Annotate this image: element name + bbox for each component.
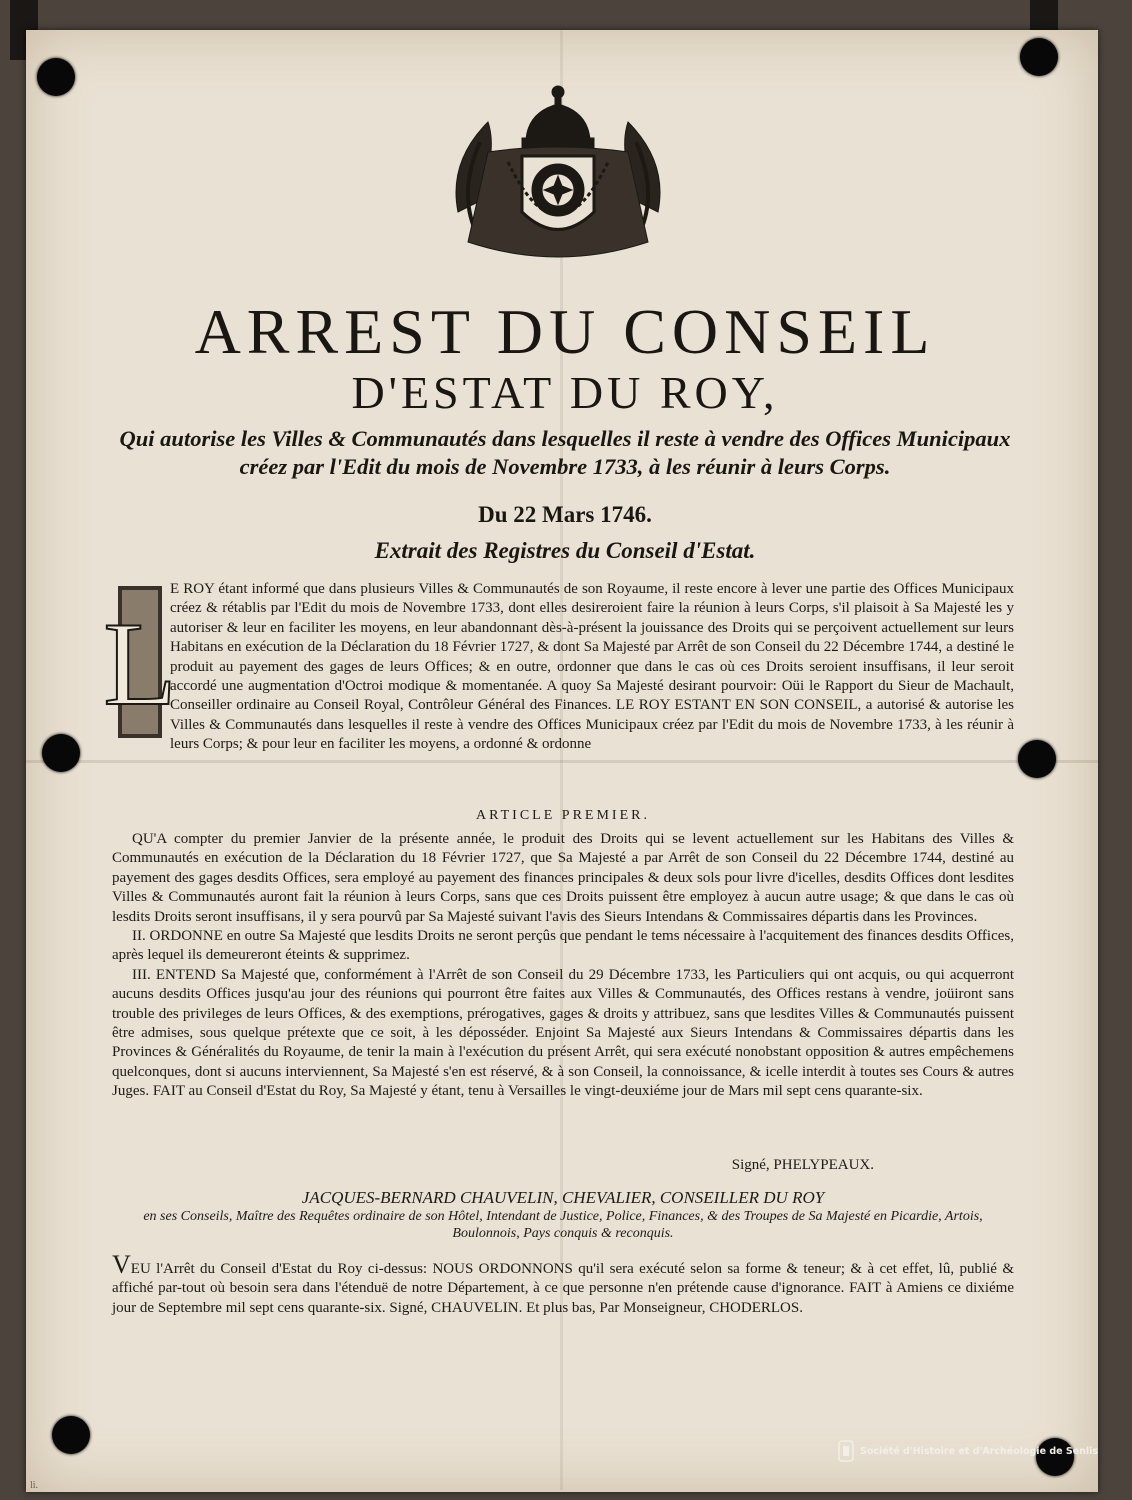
signature-phelypeaux: Signé, PHELYPEAUX.: [731, 1157, 874, 1173]
decree-title: ARREST DU CONSEIL: [194, 296, 936, 367]
pin-top-left: [37, 58, 75, 96]
extract-heading: Extrait des Registres du Conseil d'Estat.: [374, 538, 756, 563]
article-2: II. ORDONNE en outre Sa Majesté que lesdits Droits ne seront perçûs que pendant le tems nécessaire à l'acquitement des finances desdits Offices, après lequel ils demeureront éteints & supprimez.: [112, 928, 1014, 964]
dropcap-letter: L: [103, 597, 177, 730]
royal-coat-of-arms-icon: [418, 82, 698, 270]
final-ordinance: [112, 1250, 1014, 1318]
watermark-text: Société d'Histoire et d'Archéologie de Senlis: [860, 1446, 1099, 1457]
final-dropcap: V: [112, 1250, 131, 1279]
intendant-titles: en ses Conseils, Maître des Requêtes ordinaire de son Hôtel, Intendant de Justice, Police, Finances, & des Troupes de Sa Majesté en Picardie, Artois, Boulonnois, Pays conquis & reconquis.: [143, 1209, 983, 1241]
corner-mark: li.: [30, 1480, 39, 1491]
opening-paragraph-text: E ROY étant informé que dans plusieurs Villes & Communautés de son Royaume, il reste encore à lever une partie des Offices Municipaux créez & rétablis par l'Edit du mois de Novembre 1733, dont elles desireroient faire la réunion à leurs Corps, s'il plaisoit à Sa Majesté les y autoriser & leur en faciliter les moyens, en leur abandonnant dès-à-présent la jouissance des Droits qui se perçoivent actuellement sur leurs Habitans en exécution de la Déclaration du 18 Février 1727, & dont Sa Majesté par Arrêt de son Conseil du 22 Décembre 1744, a destiné le produit au payement des gages de leurs Offices; & en outre, ordonner que dans le cas où ces Droits seroient insuffisans, il leur seroit accordé une augmentation d'Octroi modique & momentanée. A quoy Sa Majesté desirant pourvoir: Oüi le Rapport du Sieur de Machault, Conseiller ordinaire au Conseil Royal, Contrôleur Général des Finances. LE ROY ESTANT EN SON CONSEIL, a autorisé & autorise les Villes & Communautés dans lesquelles il reste à vendre des Offices Municipaux créez par l'Edit du mois de Novembre 1733, à les réunir à leurs Corps; & pour leur en faciliter les moyens, a ordonné & ordonne: [170, 581, 1014, 753]
articles: [112, 830, 1014, 1102]
decree-date: Du 22 Mars 1746.: [478, 502, 652, 527]
dropcap-illustration-icon: [103, 586, 177, 738]
article-3: III. ENTEND Sa Majesté que, conformément à l'Arrêt de son Conseil du 29 Décembre 1733, les Particuliers qui ont acquis, ou qui acquerront aucuns desdits Offices jusqu'au jour des réunions qui pourront être faites aux Villes & Communautés, des Offices restans à vendre, joüiront sans trouble des privileges de leurs Offices, & des exemptions, prérogatives, gages & droits y attribuez, sans que lesdites Villes & Communautés puissent être admises, sous quelque prétexte que ce soit, à les déposséder. Enjoint Sa Majesté aux Sieurs Intendans & Commissaires départis dans les Provinces & Généralités du Royaume, de tenir la main à l'exécution du présent Arrêt, qui sera exécuté nonobstant opposition & autres empêchemens quelconques, dont si aucuns interviennent, Sa Majesté s'en est réservé, & à son Conseil, la connoissance, & icelle interdit à toutes ses Cours & autres Juges. FAIT au Conseil d'Estat du Roy, Sa Majesté y étant, tenu à Versailles le vingt-deuxiéme jour de Mars mil sept cens quarante-six.: [112, 966, 1014, 1100]
pin-middle-left: [42, 734, 80, 772]
society-logo-icon: [838, 1440, 854, 1462]
final-ordinance-text: EU l'Arrêt du Conseil d'Estat du Roy ci-dessus: NOUS ORDONNONS qu'il sera exécuté selon sa forme & teneur; & à cet effet, lû, publié & affiché par-tout où besoin sera dans l'étenduë de notre Département, à ce que personne n'en prétende cause d'ignorance. FAIT à Amiens ce dixiéme jour de Septembre mil sept cens quarante-six. Signé, CHAUVELIN. Et plus bas, Par Monseigneur, CHODERLOS.: [112, 1261, 1014, 1316]
article-heading: ARTICLE PREMIER.: [476, 808, 650, 823]
decree-subtitle: Qui autorise les Villes & Communautés dans lesquelles il reste à vendre des Offices Municipaux créez par l'Edit du mois de Novembre 1733, à les réunir à leurs Corps.: [119, 426, 1011, 479]
intendant-name: JACQUES-BERNARD CHAUVELIN, CHEVALIER, CONSEILLER DU ROY: [301, 1188, 825, 1207]
intendant-block: [112, 1188, 1014, 1242]
opening-paragraph: [103, 580, 1014, 755]
pin-middle-right: [1018, 740, 1056, 778]
pin-top-right: [1020, 38, 1058, 76]
article-1: QU'A compter du premier Janvier de la présente année, le produit des Droits qui se levent actuellement sur les Habitans des Villes & Communautés en exécution de la Déclaration du 18 Février 1727, que Sa Majesté a par Arrêt de son Conseil du 22 Décembre 1744, destiné au payement des gages desdits Offices, sera employé au payement des finances principales & deux sols pour livre d'icelles, desdits Offices dont lesdites Villes & Communautés auront fait la réunion à leurs Corps, sans que ces Droits puissent être employez à aucun autre usage; & que dans le cas où lesdits Droits seront insuffisans, il y sera pourvû par Sa Majesté suivant l'avis des Sieurs Intendans & Commissaires départis dans les Provinces.: [112, 831, 1014, 925]
pin-bottom-left: [52, 1416, 90, 1454]
pin-bottom-right: [1036, 1438, 1074, 1476]
decree-title-line2: D'ESTAT DU ROY,: [351, 367, 779, 418]
